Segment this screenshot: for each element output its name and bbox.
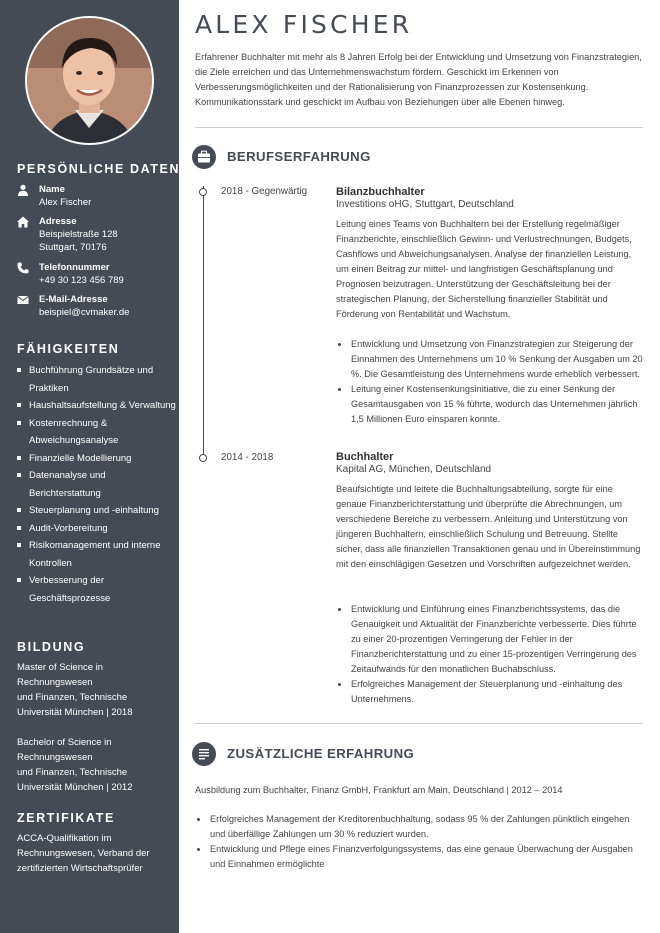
experience-heading: BERUFSERFAHRUNG: [227, 149, 371, 164]
timeline-dot: [199, 454, 207, 462]
job-title: Bilanzbuchhalter: [336, 186, 425, 198]
skill-item: Finanzielle Modellierung: [17, 450, 177, 468]
certificate-entry: ACCA-Qualifikation im Rechnungswesen, Verband der zertifizierten Wirtschaftsprüfer: [17, 833, 150, 874]
achievement-item: Erfolgreiches Management der Kreditorenbuchhaltung, sodass 95 % der Zahlungen pünktlich eingehen und überfällige Zahlungen um 30 % reduziert wurden.: [195, 812, 643, 842]
document-icon: [192, 742, 216, 766]
job-achievements: [336, 337, 643, 427]
job-company: Investitions oHG, Stuttgart, Deutschland: [336, 199, 514, 210]
envelope-icon: [17, 294, 29, 306]
skills-heading: FÄHIGKEITEN: [17, 342, 120, 356]
person-icon: [17, 184, 29, 196]
phone-label: Telefonnummer: [39, 262, 110, 273]
skill-item: Verbesserung der Geschäftsprozesse: [17, 572, 177, 607]
address-value: Beispielstraße 128 Stuttgart, 70176: [39, 229, 118, 253]
skill-item: Risikomanagement und interne Kontrollen: [17, 537, 177, 572]
job-title: Buchhalter: [336, 451, 394, 463]
additional-experience-line: Ausbildung zum Buchhalter, Finanz GmbH, Frankfurt am Main, Deutschland | 2012 – 2014: [195, 785, 563, 795]
divider: [195, 723, 643, 724]
job-date: 2018 - Gegenwärtig: [221, 186, 308, 197]
timeline-dot: [199, 188, 207, 196]
sidebar: [0, 0, 179, 933]
address-label: Adresse: [39, 216, 77, 227]
name-value: Alex Fischer: [39, 197, 92, 208]
education-entry: Bachelor of Science in Rechnungswesen und Finanzen, Technische Universität München | 2012: [17, 737, 133, 793]
additional-achievements: [195, 812, 643, 872]
skills-list: [17, 362, 177, 607]
divider: [195, 127, 643, 128]
job-date: 2014 - 2018: [221, 452, 274, 463]
education-entry: Master of Science in Rechnungswesen und Finanzen, Technische Universität München | 2018: [17, 662, 133, 718]
job-achievements: [336, 602, 643, 707]
email-label: E-Mail-Adresse: [39, 294, 108, 305]
skill-item: Buchführung Grundsätze und Praktiken: [17, 362, 177, 397]
achievement-item: Entwicklung und Einführung eines Finanzberichtssystems, das die Genauigkeit und Aktualität der Finanzberichte verbesserte. Dies führte zu einer 20-prozentigen Verringerung der Fehler in der Finanzberichterstattung und zu einer 15-prozentigen Verringerung des Zeitaufwands für den monatlichen Buchabschluss.: [336, 602, 643, 677]
achievement-item: Leitung einer Kostensenkungsinitiative, die zu einer Senkung der Gesamtausgaben von 15 % führte, wodurch das Unternehmen jährlich 1,5 Millionen Euro einsparen konnte.: [336, 382, 643, 427]
job-company: Kapital AG, München, Deutschland: [336, 464, 492, 475]
achievement-item: Erfolgreiches Management der Steuerplanung und -einhaltung des Unternehmens.: [336, 677, 643, 707]
name-label: Name: [39, 184, 65, 195]
phone-icon: [17, 262, 29, 274]
phone-value: +49 30 123 456 789: [39, 275, 124, 286]
candidate-name: ALEX FISCHER: [195, 10, 413, 39]
achievement-item: Entwicklung und Umsetzung von Finanzstrategien zur Steigerung der Einnahmen des Unternehmens um 10 % Senkung der Ausgaben um 20 %. Die Gesamtleistung des Unternehmens wurde erheblich verbessert.: [336, 337, 643, 382]
job-description: Beaufsichtigte und leitete die Buchhaltungsabteilung, sorgte für eine genaue Finanzberichterstattung und überprüfte die Abrechnungen, um verschiedene Bereiche zu verbessern. Anleitung und Unterstützung von jüngeren Buchhaltern, einschließlich Schulung und Betreuung. Stellte sicher, dass alle finanziellen Transaktionen genau und in Übereinstimmung mit den einschlägigen Gesetzen und Vorschriften aufgezeichnet werden.: [336, 484, 641, 569]
email-value: beispiel@cvmaker.de: [39, 307, 130, 318]
personal-data-heading: PERSÖNLICHE DATEN: [17, 162, 181, 176]
skill-item: Steuerplanung und -einhaltung: [17, 502, 177, 520]
certificates-heading: ZERTIFIKATE: [17, 811, 115, 825]
job-description: Leitung eines Teams von Buchhaltern bei der Erstellung regelmäßiger Finanzberichte, einschließlich Gewinn- und Verlustrechnungen, Budgets, Cashflows und Abweichungsanalysen. Analyse der finanziellen Leistung, um einen Beitrag zur mittel- und langfristigen Geschäftsplanung und Prognosen beizutragen. Unterstützung der Geschäftsleitung bei der strategischen Planung, der Sicherstellung finanzieller Stabilität und Förderung von Rentabilität und Wachstum.: [336, 219, 632, 319]
profile-summary: Erfahrener Buchhalter mit mehr als 8 Jahren Erfolg bei der Entwicklung und Umsetzung von Finanzstrategien, die Ziele erreichen und das Unternehmenswachstum fördern. Geschickt im Erkennen von Verbesserungsmöglichkeiten und der Rationalisierung von Finanzprozessen zur Kostensenkung. Kommunikationsstark und geschickt im Aufbau von Beziehungen über alle Ebenen hinweg.: [195, 52, 642, 107]
skill-item: Datenanalyse und Berichterstattung: [17, 467, 177, 502]
skill-item: Haushaltsaufstellung & Verwaltung: [17, 397, 177, 415]
profile-photo: [25, 16, 154, 145]
briefcase-icon: [192, 145, 216, 169]
education-heading: BILDUNG: [17, 640, 86, 654]
timeline-line: [203, 186, 204, 460]
skill-item: Kostenrechnung & Abweichungsanalyse: [17, 415, 177, 450]
additional-experience-heading: ZUSÄTZLICHE ERFAHRUNG: [227, 746, 415, 761]
home-icon: [17, 216, 29, 228]
achievement-item: Entwicklung und Pflege eines Finanzverfolgungssystems, das eine genaue Überwachung der Ausgaben und Einnahmen ermöglichte: [195, 842, 643, 872]
skill-item: Audit-Vorbereitung: [17, 520, 177, 538]
